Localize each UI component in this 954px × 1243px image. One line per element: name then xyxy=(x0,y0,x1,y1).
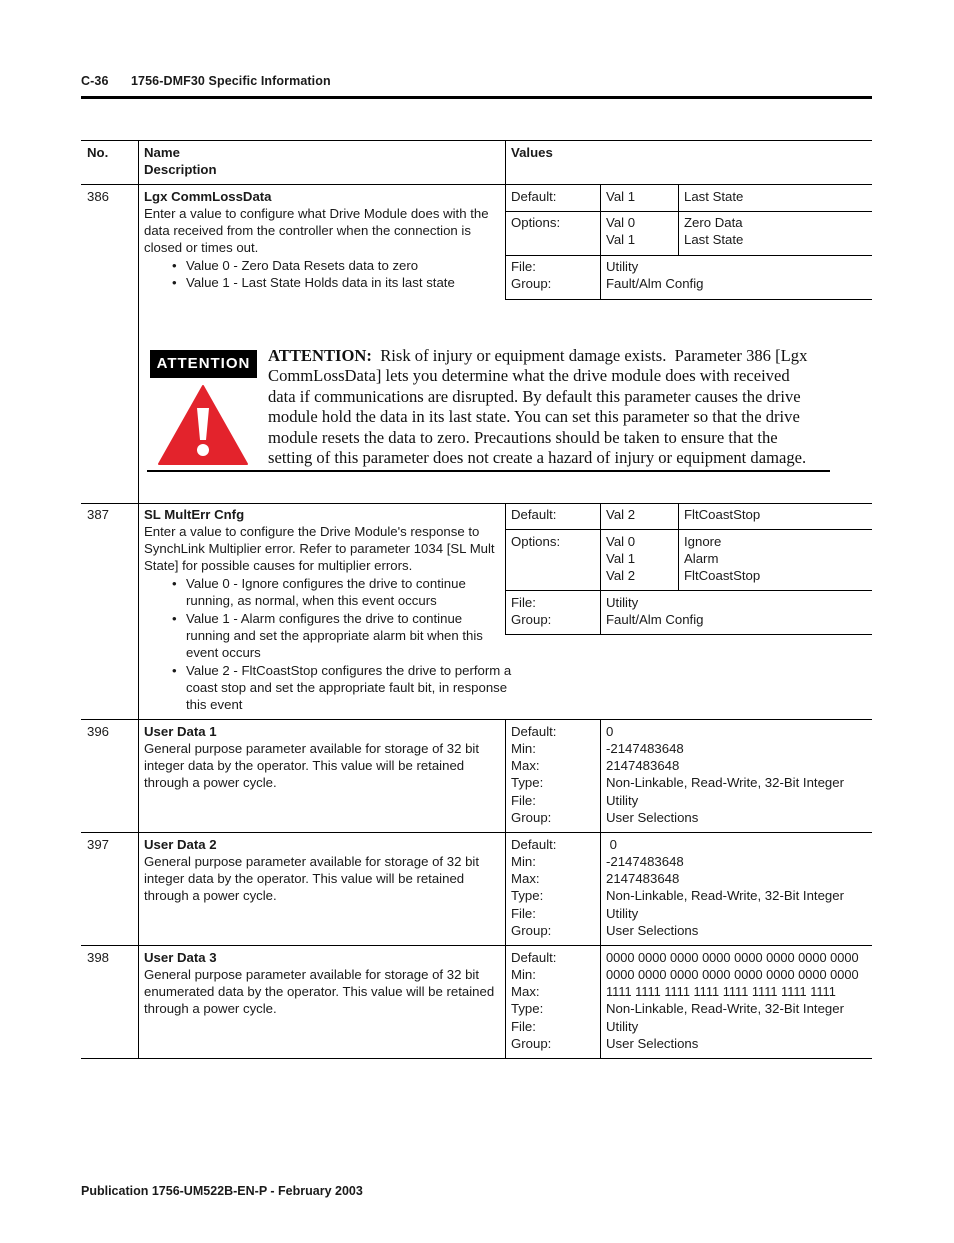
value-cell-border xyxy=(505,299,872,300)
param-description: General purpose parameter available for storage of 32 bit xyxy=(144,854,480,869)
bullet-continuation: this event xyxy=(186,697,243,712)
bullet-item: • Value 1 - Last State Holds data in its last state xyxy=(186,274,455,291)
param-name: User Data 2 xyxy=(144,837,217,852)
option-value: Val 2 xyxy=(606,568,636,583)
attr-value: 0000 0000 0000 0000 0000 0000 0000 0000 xyxy=(606,967,859,982)
group-label: Group: xyxy=(511,276,552,291)
default-label: Default: xyxy=(511,189,557,204)
attr-label: Group: xyxy=(511,923,552,938)
col-header-no: No. xyxy=(87,145,109,160)
attr-label: Default: xyxy=(511,837,557,852)
col-divider xyxy=(678,184,679,255)
col-header-values: Values xyxy=(511,145,553,160)
param-description: through a power cycle. xyxy=(144,1001,277,1016)
options-label: Options: xyxy=(511,215,561,230)
file-label: File: xyxy=(511,595,536,610)
attr-value: Utility xyxy=(606,906,639,921)
attr-value: User Selections xyxy=(606,923,699,938)
bullet-continuation: coast stop and set the appropriate fault bit, in response xyxy=(186,680,508,695)
col-divider xyxy=(505,503,506,635)
warning-exclamation-icon xyxy=(157,384,249,466)
param-number: 387 xyxy=(87,507,110,522)
attr-label: Type: xyxy=(511,888,544,903)
attr-value: 2147483648 xyxy=(606,871,680,886)
bullet-item: • Value 2 - FltCoastStop configures the drive to perform a xyxy=(186,662,511,679)
attention-line: setting of this parameter does not create a hazard of injury or equipment damage. xyxy=(268,448,807,468)
bullet-item: • Value 0 - Ignore configures the drive to continue xyxy=(186,575,466,592)
bullet-item: • Value 1 - Alarm configures the drive to continue xyxy=(186,610,462,627)
attr-label: File: xyxy=(511,793,536,808)
row-border xyxy=(81,832,872,833)
group-label: Group: xyxy=(511,612,552,627)
attr-value: 0 xyxy=(606,724,614,739)
option-name: Ignore xyxy=(684,534,722,549)
attr-value: 1111 1111 1111 1111 1111 1111 1111 1111 xyxy=(606,984,836,999)
attr-value: Utility xyxy=(606,1019,639,1034)
param-name: SL MultErr Cnfg xyxy=(144,507,245,522)
attr-label: Type: xyxy=(511,1001,544,1016)
row-border xyxy=(81,503,872,504)
row-border xyxy=(81,945,872,946)
default-name: Last State xyxy=(684,189,744,204)
row-border xyxy=(81,719,872,720)
bullet-continuation: running and set the appropriate alarm bit when this xyxy=(186,628,483,643)
attention-line: module hold the data in its last state. You can set this parameter so that the drive xyxy=(268,407,800,427)
table-bottom-border xyxy=(81,1058,872,1059)
col-header-description: Description xyxy=(144,162,217,177)
bullet-continuation: event occurs xyxy=(186,645,261,660)
param-number: 398 xyxy=(87,950,110,965)
value-cell-border xyxy=(505,255,872,256)
value-cell-border xyxy=(505,529,872,530)
value-cell-border xyxy=(505,634,872,635)
file-label: File: xyxy=(511,259,536,274)
col-divider xyxy=(138,140,139,1058)
page-number: C-36 xyxy=(81,74,109,88)
attr-value: 0000 0000 0000 0000 0000 0000 0000 0000 xyxy=(606,950,859,965)
attr-value: 2147483648 xyxy=(606,758,680,773)
default-value: Val 2 xyxy=(606,507,636,522)
attention-line: Risk of injury or equipment damage exists. Parameter 386 [Lgx xyxy=(371,346,808,365)
param-description: General purpose parameter available for storage of 32 bit xyxy=(144,741,480,756)
param-description: through a power cycle. xyxy=(144,888,277,903)
group-value: Fault/Alm Config xyxy=(606,276,704,291)
attr-value: Non-Linkable, Read-Write, 32-Bit Integer xyxy=(606,1001,844,1016)
attr-label: Max: xyxy=(511,984,540,999)
page-header xyxy=(81,74,331,88)
file-value: Utility xyxy=(606,595,639,610)
attr-label: File: xyxy=(511,906,536,921)
value-cell-border xyxy=(505,211,872,212)
col-divider xyxy=(505,184,506,300)
attr-value: User Selections xyxy=(606,810,699,825)
param-name: User Data 3 xyxy=(144,950,217,965)
default-label: Default: xyxy=(511,507,557,522)
param-description: SynchLink Multiplier error. Refer to parameter 1034 [SL Mult xyxy=(144,541,495,556)
attr-value: Utility xyxy=(606,793,639,808)
attention-line: CommLossData] lets you determine what the drive module does with received xyxy=(268,366,790,386)
attr-value: -2147483648 xyxy=(606,741,684,756)
param-description: integer data by the operator. This value will be retained xyxy=(144,871,465,886)
attr-label: Max: xyxy=(511,758,540,773)
option-value: Val 1 xyxy=(606,232,636,247)
option-name: FltCoastStop xyxy=(684,568,761,583)
attr-value: User Selections xyxy=(606,1036,699,1051)
col-divider xyxy=(600,503,601,635)
option-value: Val 1 xyxy=(606,551,636,566)
param-name: User Data 1 xyxy=(144,724,217,739)
option-value: Val 0 xyxy=(606,534,636,549)
section-title: 1756-DMF30 Specific Information xyxy=(131,74,331,88)
attr-label: Max: xyxy=(511,871,540,886)
table-top-border xyxy=(81,140,872,141)
option-name: Last State xyxy=(684,232,744,247)
attention-line: data if communications are disrupted. By default this parameter causes the drive xyxy=(268,386,801,406)
attention-bottom-rule xyxy=(147,470,830,472)
param-description: State] for possible causes for multiplier errors. xyxy=(144,558,413,573)
attr-value: 0 xyxy=(606,837,617,852)
attr-label: Type: xyxy=(511,775,544,790)
attr-label: Min: xyxy=(511,854,536,869)
col-divider xyxy=(678,503,679,591)
param-number: 397 xyxy=(87,837,110,852)
header-rule xyxy=(81,96,872,99)
param-description: closed or times out. xyxy=(144,240,259,255)
col-divider xyxy=(600,719,601,1058)
value-cell-border xyxy=(505,590,872,591)
attention-badge: ATTENTION xyxy=(150,350,257,378)
param-description: enumerated data by the operator. This value will be retained xyxy=(144,984,495,999)
attr-value: Non-Linkable, Read-Write, 32-Bit Integer xyxy=(606,888,844,903)
param-description: General purpose parameter available for storage of 32 bit xyxy=(144,967,480,982)
col-header-name: Name xyxy=(144,145,180,160)
param-description: through a power cycle. xyxy=(144,775,277,790)
attr-value: Non-Linkable, Read-Write, 32-Bit Integer xyxy=(606,775,844,790)
col-divider xyxy=(600,184,601,300)
option-name: Zero Data xyxy=(684,215,743,230)
option-name: Alarm xyxy=(684,551,719,566)
option-value: Val 0 xyxy=(606,215,636,230)
attr-value: -2147483648 xyxy=(606,854,684,869)
param-description: Enter a value to configure what Drive Module does with the xyxy=(144,206,489,221)
bullet-item: • Value 0 - Zero Data Resets data to zero xyxy=(186,257,418,274)
attr-label: Group: xyxy=(511,1036,552,1051)
col-divider xyxy=(505,719,506,1058)
attr-label: Group: xyxy=(511,810,552,825)
param-description: Enter a value to configure the Drive Module's response to xyxy=(144,524,480,539)
attr-label: File: xyxy=(511,1019,536,1034)
col-divider xyxy=(505,140,506,184)
attr-label: Min: xyxy=(511,967,536,982)
param-description: data received from the controller when the connection is xyxy=(144,223,471,238)
header-bottom-border xyxy=(81,184,872,185)
attention-text xyxy=(268,346,833,468)
default-value: Val 1 xyxy=(606,189,636,204)
param-number: 386 xyxy=(87,189,110,204)
attention-line: module resets the data to zero. Precautions should be taken to ensure that the xyxy=(268,427,778,447)
group-value: Fault/Alm Config xyxy=(606,612,704,627)
param-description: integer data by the operator. This value will be retained xyxy=(144,758,465,773)
attr-label: Default: xyxy=(511,950,557,965)
file-value: Utility xyxy=(606,259,639,274)
options-label: Options: xyxy=(511,534,561,549)
default-name: FltCoastStop xyxy=(684,507,761,522)
attr-label: Default: xyxy=(511,724,557,739)
attr-label: Min: xyxy=(511,741,536,756)
publication-footer: Publication 1756-UM522B-EN-P - February 2003 xyxy=(81,1184,363,1198)
param-number: 396 xyxy=(87,724,110,739)
bullet-continuation: running, as normal, when this event occurs xyxy=(186,593,437,608)
param-name: Lgx CommLossData xyxy=(144,189,272,204)
attention-lead: ATTENTION: xyxy=(268,346,372,365)
